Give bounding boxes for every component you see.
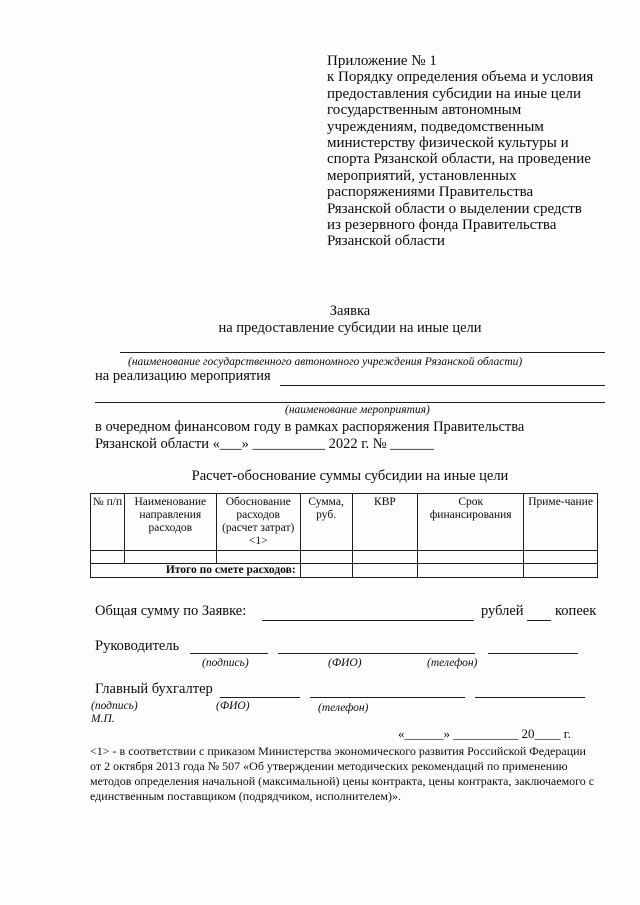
head-name-line [278,653,475,654]
total-label: Итого по смете расходов: [91,564,301,578]
table-header-row [91,494,598,551]
table-row [91,551,598,564]
appendix-line: распоряжениями Правительства [327,184,534,201]
col-kvr: КВР [352,494,418,551]
rub-label: рублей [481,603,524,619]
calc-title: Расчет-обоснование суммы субсидии на иные цели [191,468,509,484]
document-title: Заявка [329,303,371,319]
appendix-line: Рязанской области [327,233,445,250]
institution-name-line [120,352,605,353]
appendix-line: Приложение № 1 [327,53,437,69]
appendix-line: предоставления субсидии на иные цели [327,85,581,102]
event-name-line [280,385,605,386]
appendix-line: министерству физической культуры и [327,135,569,152]
acc-signature-hint: (подпись) [91,700,138,712]
total-kop-line [527,620,551,621]
acc-phone-line [475,697,585,698]
basis-line-2: Рязанской области «___» __________ 2022 г. № ______ [95,436,434,452]
date-line: «______» __________ 20____ г. [398,726,571,741]
head-label: Руководитель [95,638,180,654]
institution-hint: (наименование государственного автономного учреждения Рязанской области) [128,356,523,368]
total-rub-line [262,620,474,621]
table-total-row [91,564,598,578]
appendix-line: мероприятий, установленных [327,167,517,184]
col-note: Приме-чание [524,494,598,551]
appendix-line: учреждениям, подведомственным [327,118,544,135]
head-phone-hint: (телефон) [427,657,478,669]
acc-phone-hint: (телефон) [318,702,369,714]
acc-name-hint: (ФИО) [216,700,250,712]
col-expense-name: Наименование направления расходов [124,494,216,551]
total-sum-label: Общая сумму по Заявке: [95,603,247,619]
basis-line-1: в очередном финансовом году в рамках распоряжения Правительства [95,419,525,435]
kop-label: копеек [555,603,597,619]
event-hint: (наименование мероприятия) [285,404,430,416]
col-financing-term: Срок финансирования [418,494,524,551]
event-label: на реализацию мероприятия [95,368,271,384]
document-subtitle: на предоставление субсидии на иные цели [218,320,482,336]
head-signature-hint: (подпись) [202,657,249,669]
col-sum: Сумма, руб. [300,494,352,551]
appendix-line: из резервного фонда Правительства [327,217,557,234]
footnote: <1> - в соответствии с приказом Министерства экономического развития Российской Федерации от 2 октября 2013 года № 507 «Об утверждении методических рекомендаций по применению методов определения начальной (максимальной) цены контракта, цены контракта, заключаемого с единственным поставщиком (подрядчиком, исполнителем)». [90,744,595,803]
head-phone-line [488,653,578,654]
appendix-line: государственным автономным [327,102,522,119]
accountant-label: Главный бухгалтер [95,681,213,697]
appendix-line: Рязанской области о выделении средств [327,200,582,217]
calc-table [90,493,598,578]
stamp-mark: М.П. [91,713,115,725]
appendix-line: спорта Рязанской области, на проведение [327,151,591,168]
appendix-block [327,53,593,250]
col-number: № п/п [91,494,125,551]
col-justification: Обоснование расходов (расчет затрат) <1> [216,494,300,551]
appendix-line: к Порядку определения объема и условия [327,69,594,86]
event-name-line-2 [95,402,605,403]
head-signature-line [190,653,268,654]
acc-signature-line [220,697,300,698]
head-name-hint: (ФИО) [328,657,362,669]
acc-name-line [310,697,465,698]
